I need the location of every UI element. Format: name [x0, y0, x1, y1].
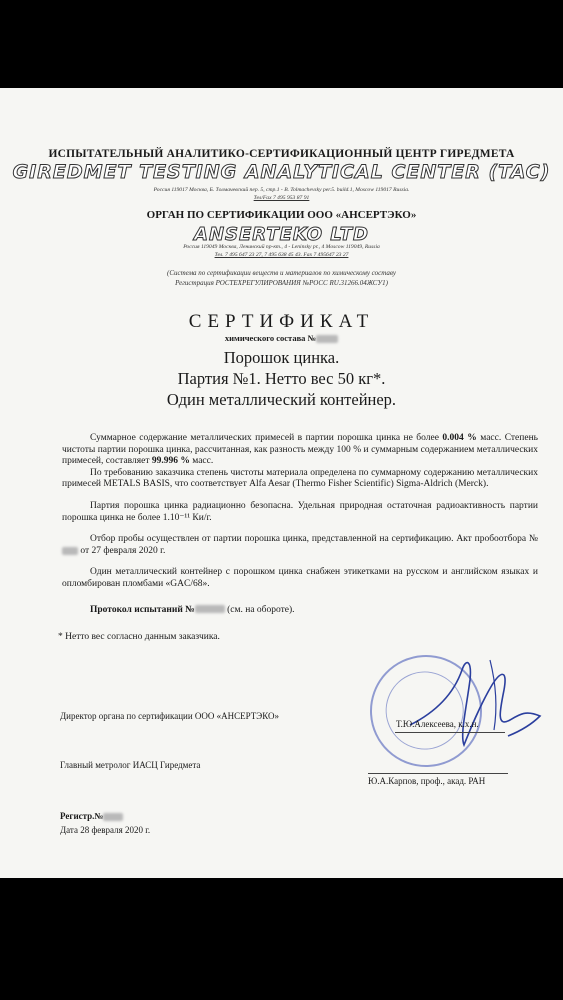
- paragraph-container: Один металлический контейнер с порошком цинка снабжен этикетками на русском и английском языках и опломбирован пломбами «GAC/68».: [62, 567, 538, 589]
- batch-line: Партия №1. Нетто вес 50 кг*.: [177, 369, 386, 388]
- certificate-subtitle: химического состава №: [0, 333, 563, 343]
- certification-body-logo: ANSERTEKO LTD: [194, 224, 369, 245]
- center-name: ИСПЫТАТЕЛЬНЫЙ АНАЛИТИКО-СЕРТИФИКАЦИОННЫЙ ЦЕНТР ГИРЕДМЕТА: [48, 148, 515, 160]
- center-phone: Тел/Fax 7 495 953 87 91: [253, 195, 310, 201]
- redacted-registration: [103, 813, 123, 821]
- protocol-line: Протокол испытаний № (см. на обороте).: [90, 604, 295, 615]
- director-role: Директор органа по сертификации ООО «АНСЕРТЭКО»: [60, 711, 279, 721]
- director-name: Т.Ю.Алексеева, к.х.н.: [396, 719, 479, 729]
- redacted-number: [316, 335, 338, 343]
- body-address: Россия 119049 Москва, Ленинский пр-кт., 4 - Leninsky pr., 4 Moscow 119049, Russia: [183, 244, 380, 250]
- paragraph-impurities: Суммарное содержание металлических примесей в партии порошка цинка не более 0.004 % масс. Степень чистоты партии порошка цинка, рассчитанная, как разность между 100 % и суммарным содержанием металлических примесей, составляет 99.996 % масс.: [62, 433, 538, 467]
- certificate-body: [58, 433, 538, 644]
- center-address: Россия 119017 Москва, Б. Толмачевский пер. 5, стр.1 - B. Tolmachevsky per.5. build.1, Moscow 119017 Russia.: [153, 187, 410, 193]
- certification-body-name: ОРГАН ПО СЕРТИФИКАЦИИ ООО «АНСЕРТЭКО»: [146, 209, 417, 221]
- product-name: Порошок цинка.: [223, 348, 340, 367]
- system-note-line2: Регистрация РОСТЕХРЕГУЛИРОВАНИЯ №РОСС RU.31266.04ЖСУ1): [175, 279, 388, 287]
- redacted-act-number: [62, 547, 78, 555]
- system-note: [0, 268, 563, 288]
- container-line: Один металлический контейнер.: [166, 390, 397, 409]
- certificate-title: СЕРТИФИКАТ: [188, 311, 375, 332]
- handwritten-signature: [400, 650, 560, 760]
- paragraph-sampling: Отбор пробы осуществлен от партии порошка цинка, представленной на сертификацию. Акт пробоотбора № от 27 февраля 2020 г.: [62, 534, 538, 557]
- center-logo: GIREDMET TESTING ANALYTICAL CENTER (TAC): [12, 161, 551, 183]
- footnote: * Нетто вес согласно данным заказчика.: [58, 632, 220, 643]
- redacted-protocol-number: [195, 605, 225, 613]
- director-signature-line: [395, 732, 505, 733]
- paragraph-metals-basis: По требованию заказчика степень чистоты материала определена по суммарному содержанию металлических примесей METALS BASIS, что соответствует Alfa Aesar (Thermo Fisher Scientific) Sigma-Aldrich (Merck).: [62, 467, 538, 490]
- system-note-line1: (Система по сертификации веществ и материалов по химическому составу: [166, 269, 397, 277]
- metrologist-role: Главный метролог ИАСЦ Гиредмета: [60, 760, 201, 770]
- metrologist-signature-line: [368, 773, 508, 774]
- registration-line: Регистр.№: [60, 811, 123, 821]
- body-phone: Тел. 7 495 647 23 27, 7 495 638 45 43. Fax 7 495647 23 27: [214, 252, 349, 258]
- paragraph-radiation: Партия порошка цинка радиационно безопасна. Удельная природная остаточная радиоактивность партии порошка цинка не более 1.10⁻¹¹ Ки/г.: [62, 500, 538, 523]
- certificate-date: Дата 28 февраля 2020 г.: [60, 825, 151, 835]
- metrologist-name: Ю.А.Карпов, проф., акад. РАН: [368, 776, 486, 786]
